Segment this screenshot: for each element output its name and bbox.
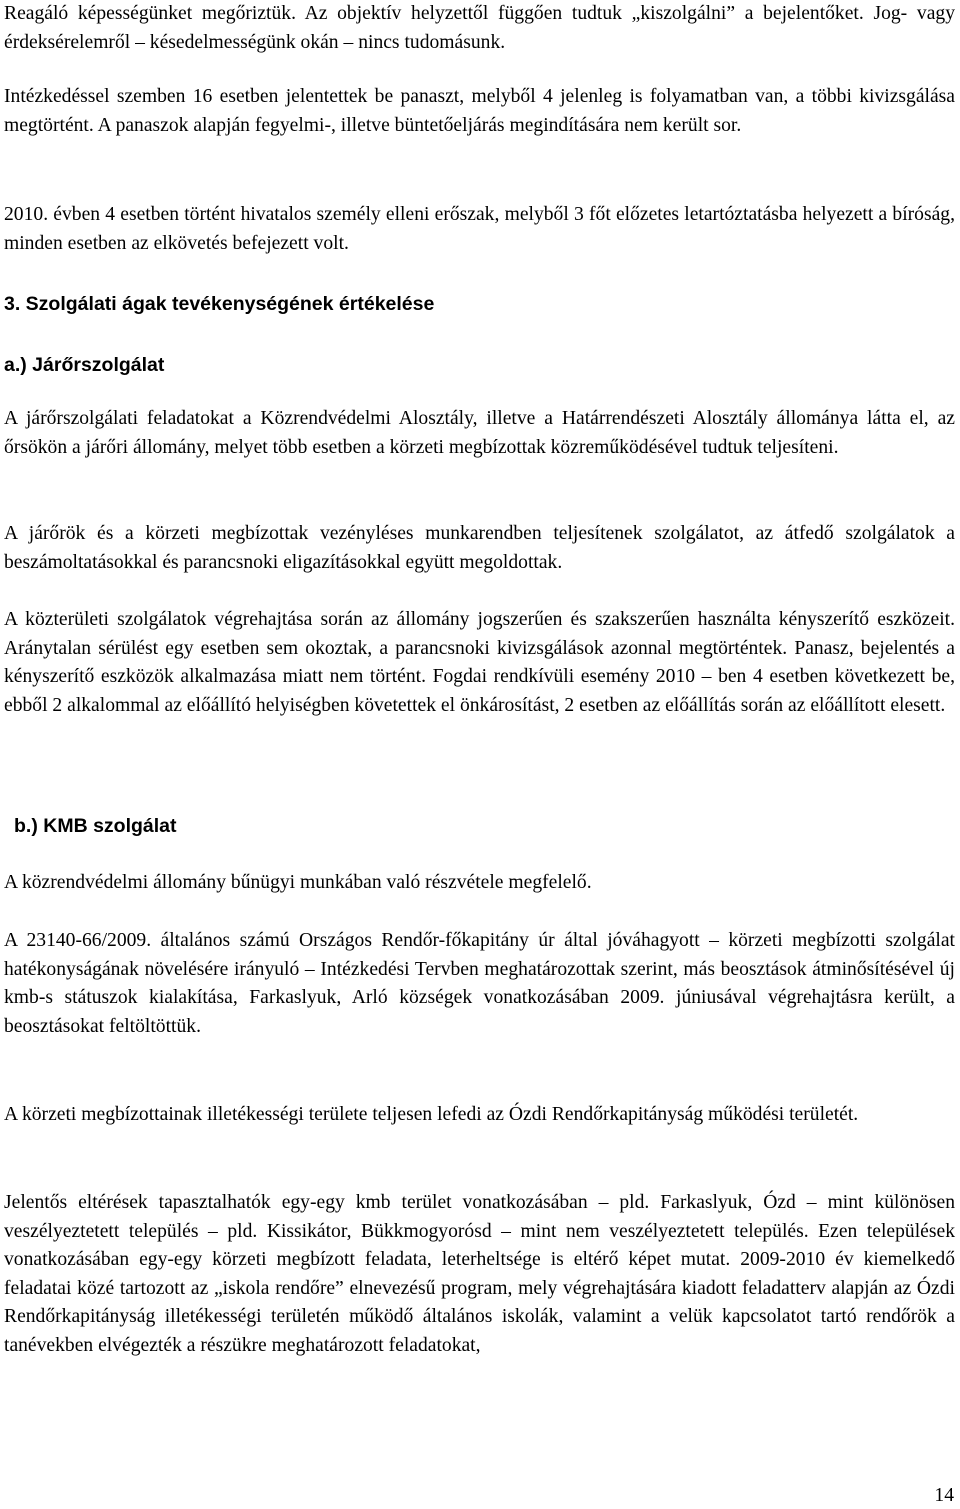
paragraph-violence: 2010. évben 4 esetben történt hivatalos személy elleni erőszak, melyből 3 főt előzetes letartóztatásba helyezett a bíróság, minden esetben az elkövetés befejezett volt. bbox=[4, 204, 955, 254]
paragraph-coercive-means: A közterületi szolgálatok végrehajtása során az állomány jogszerűen és szakszerűen használta kényszerítő eszközeit. Aránytalan sérülést egy esetben sem okoztak, a parancsnoki kivizsgálások azonnal megtörténtek. Panasz, bejelentés a kényszerítő eszközök alkalmazása miatt nem történt. Fogdai rendkívüli esemény 2010 – ben 4 esetben következett be, ebből 2 alkalommal az előállító helyiségben követettek el önkárosítást, 2 esetben az előállítás során az előállított elesett. bbox=[4, 609, 955, 716]
paragraph-coverage: A körzeti megbízottainak illetékességi területe teljesen lefedi az Ózdi Rendőrkapitányság működési területét. bbox=[4, 1104, 859, 1125]
paragraph-action-plan: A 23140-66/2009. általános számú Országos Rendőr-főkapitány úr által jóváhagyott – körzeti megbízotti szolgálat hatékonyságának növelésére irányuló – Intézkedési Tervben meghatározottak szerint, más beosztások átminősítésével új kmb-s státuszok kialakítása, Farkaslyuk, Arló községek vonatkozásában 2009. júniusával végrehajtásra került, a beosztásokat feltöltöttük. bbox=[4, 930, 955, 1037]
section-heading-a: a.) Járőrszolgálat bbox=[4, 354, 165, 376]
section-heading-3: 3. Szolgálati ágak tevékenységének értékelése bbox=[4, 293, 435, 315]
paragraph-patrol-schedule: A járőrök és a körzeti megbízottak vezényléses munkarendben teljesítenek szolgálatot, az átfedő szolgálatok a beszámoltatásokkal és parancsnoki eligazításokkal együtt megoldottak. bbox=[4, 523, 955, 573]
paragraph-complaints: Intézkedéssel szemben 16 esetben jelentettek be panaszt, melyből 4 jelenleg is folyamatban van, a többi kivizsgálása megtörtént. A panaszok alapján fegyelmi-, illetve büntetőeljárás megindítására nem került sor. bbox=[4, 86, 955, 136]
paragraph-differences: Jelentős eltérések tapasztalhatók egy-egy kmb terület vonatkozásában – pld. Farkaslyuk, Ózd – mint különösen veszélyeztetett település – pld. Kissikátor, Bükkmogyorósd – mint nem veszélyeztetett település. Ezen települések vonatkozásában egy-egy körzeti megbízott feladata, leterheltsége is eltérő képet mutat. 2009-2010 év kiemelkedő feladatai közé tartozott az „iskola rendőre” elnevezésű program, mely végrehajtására kiadott feladatterv alapján az Ózdi Rendőrkapitányság illetékességi területén működő általános iskolák, valamint a velük kapcsolatot tartó rendőrök a tanévekben elvégezték a részükre meghatározott feladatokat, bbox=[4, 1192, 955, 1356]
paragraph-availability: Reagáló képességünket megőriztük. Az objektív helyzettől függően tudtuk „kiszolgálni” a bejelentőket. Jog- vagy érdeksérelemről – késedelmességünk okán – nincs tudomásunk. bbox=[4, 3, 955, 53]
page-number: 14 bbox=[934, 1485, 954, 1506]
section-heading-b: b.) KMB szolgálat bbox=[14, 815, 177, 837]
paragraph-patrol-duty: A járőrszolgálati feladatokat a Közrendvédelmi Alosztály, illetve a Határrendészeti Alosztály állománya látta el, az őrsökön a járőri állomány, melyet több esetben a körzeti megbízottak közreműködésével tudtuk teljesíteni. bbox=[4, 408, 955, 458]
paragraph-criminal-work: A közrendvédelmi állomány bűnügyi munkában való részvétele megfelelő. bbox=[4, 872, 592, 893]
